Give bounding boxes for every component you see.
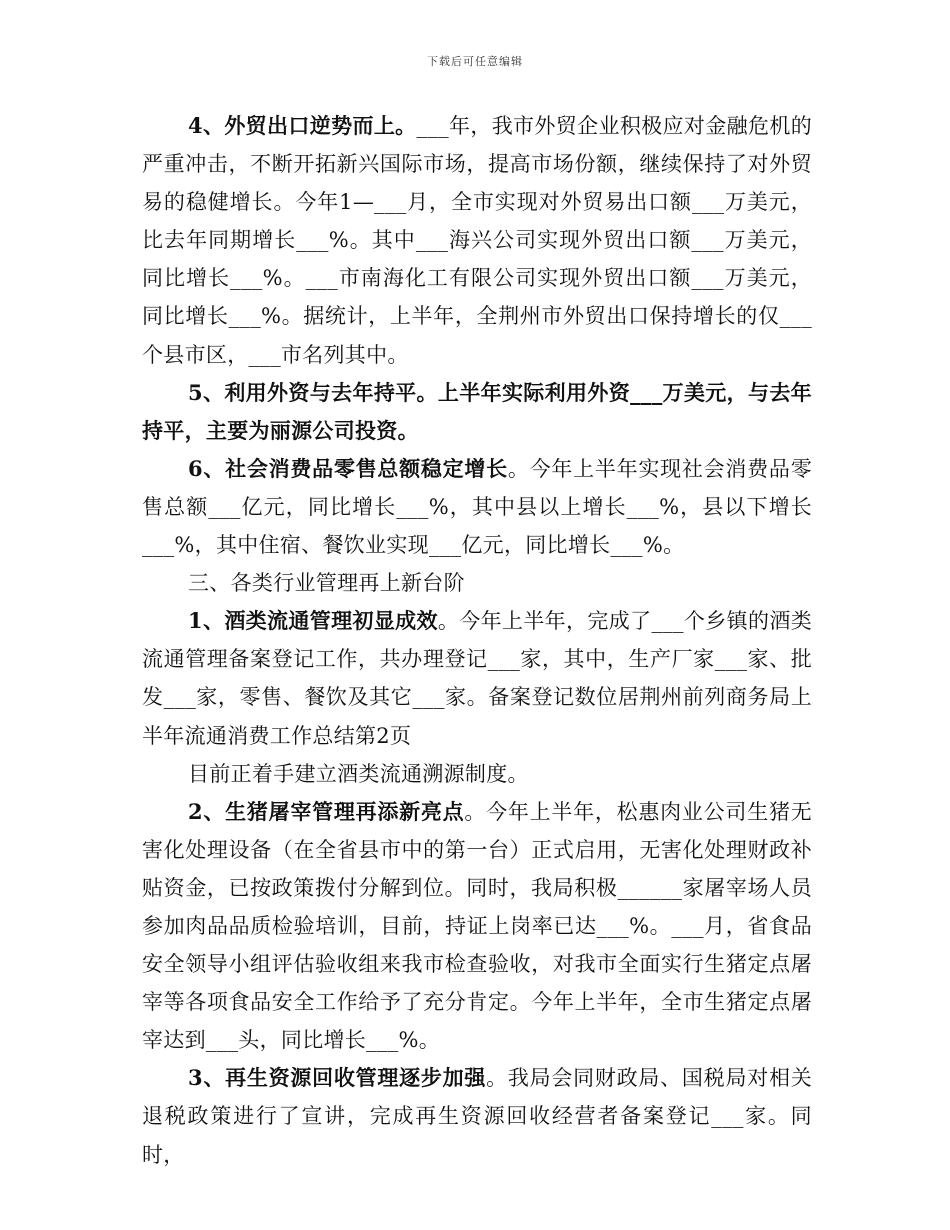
paragraph-heading: 6、社会消费品零售总额稳定增长: [188, 455, 508, 481]
paragraph-heading: 2、生猪屠宰管理再添新亮点: [188, 798, 465, 824]
page-header-note: 下载后可任意编辑: [427, 55, 523, 68]
paragraph-recycling: [142, 1059, 812, 1173]
section-heading: [142, 564, 812, 602]
document-body: [142, 107, 812, 1174]
paragraph-heading: 1、酒类流通管理初显成效: [188, 608, 438, 634]
paragraph-heading: 5、利用外资与去年持平。上半年实际利用外资___万美元，与去年持平，主要为丽源公司投资。: [142, 379, 812, 443]
paragraph-liquor-trace: [142, 755, 812, 793]
paragraph-text: 。今年上半年，完成了___个乡镇的酒类流通管理备案登记工作，共办理登记___家，其中，生产厂家___家、批发___家，零售、餐饮及其它___家。备案登记数位居荆州前列商务局上半年流通消费工作总结第2页: [142, 609, 812, 748]
paragraph-text: 。今年上半年实现社会消费品零售总额___亿元，同比增长___%，其中县以上增长___%，县以下增长___%，其中住宿、餐饮业实现___亿元，同比增长___%。: [142, 456, 812, 558]
paragraph-liquor-management: [142, 602, 812, 754]
paragraph-heading: 4、外贸出口逆势而上。: [188, 113, 417, 138]
paragraph-text: 。我局会同财政局、国税局对相关退税政策进行了宣讲，完成再生资源回收经营者备案登记___家。同时，: [142, 1066, 812, 1167]
paragraph-pig-slaughter: [142, 793, 812, 1060]
paragraph-foreign-trade: [142, 107, 812, 374]
paragraph-retail-sales: [142, 450, 812, 564]
paragraph-text: 。今年上半年，松惠肉业公司生猪无害化处理设备（在全省县市中的第一台）正式启用，无害化处理财政补贴资金，已按政策拨付分解到位。同时，我局积极______家屠宰场人员参加肉品品质检验培训，目前，持证上岗率已达___%。___月，省食品安全领导小组评估验收组来我市检查验收，对我市全面实行生猪定点屠宰等各项食品安全工作给予了充分肯定。今年上半年，全市生猪定点屠宰达到___头，同比增长___%。: [142, 799, 812, 1053]
paragraph-text: 目前正着手建立酒类流通溯源制度。: [188, 761, 529, 786]
section-title: 三、各类行业管理再上新台阶: [188, 571, 465, 596]
paragraph-heading: 3、再生资源回收管理逐步加强: [188, 1065, 487, 1091]
paragraph-foreign-investment: [142, 374, 812, 450]
paragraph-text: ___年，我市外贸企业积极应对金融危机的严重冲击，不断开拓新兴国际市场，提高市场份额，继续保持了对外贸易的稳健增长。今年1—___月，全市实现对外贸易出口额___万美元，比去年同期增长___%。其中___海兴公司实现外贸出口额___万美元，同比增长___%。___市南海化工有限公司实现外贸出口额___万美元，同比增长___%。据统计，上半年，全荆州市外贸出口保持增长的仅___个县市区，___市名列其中。: [142, 114, 812, 367]
